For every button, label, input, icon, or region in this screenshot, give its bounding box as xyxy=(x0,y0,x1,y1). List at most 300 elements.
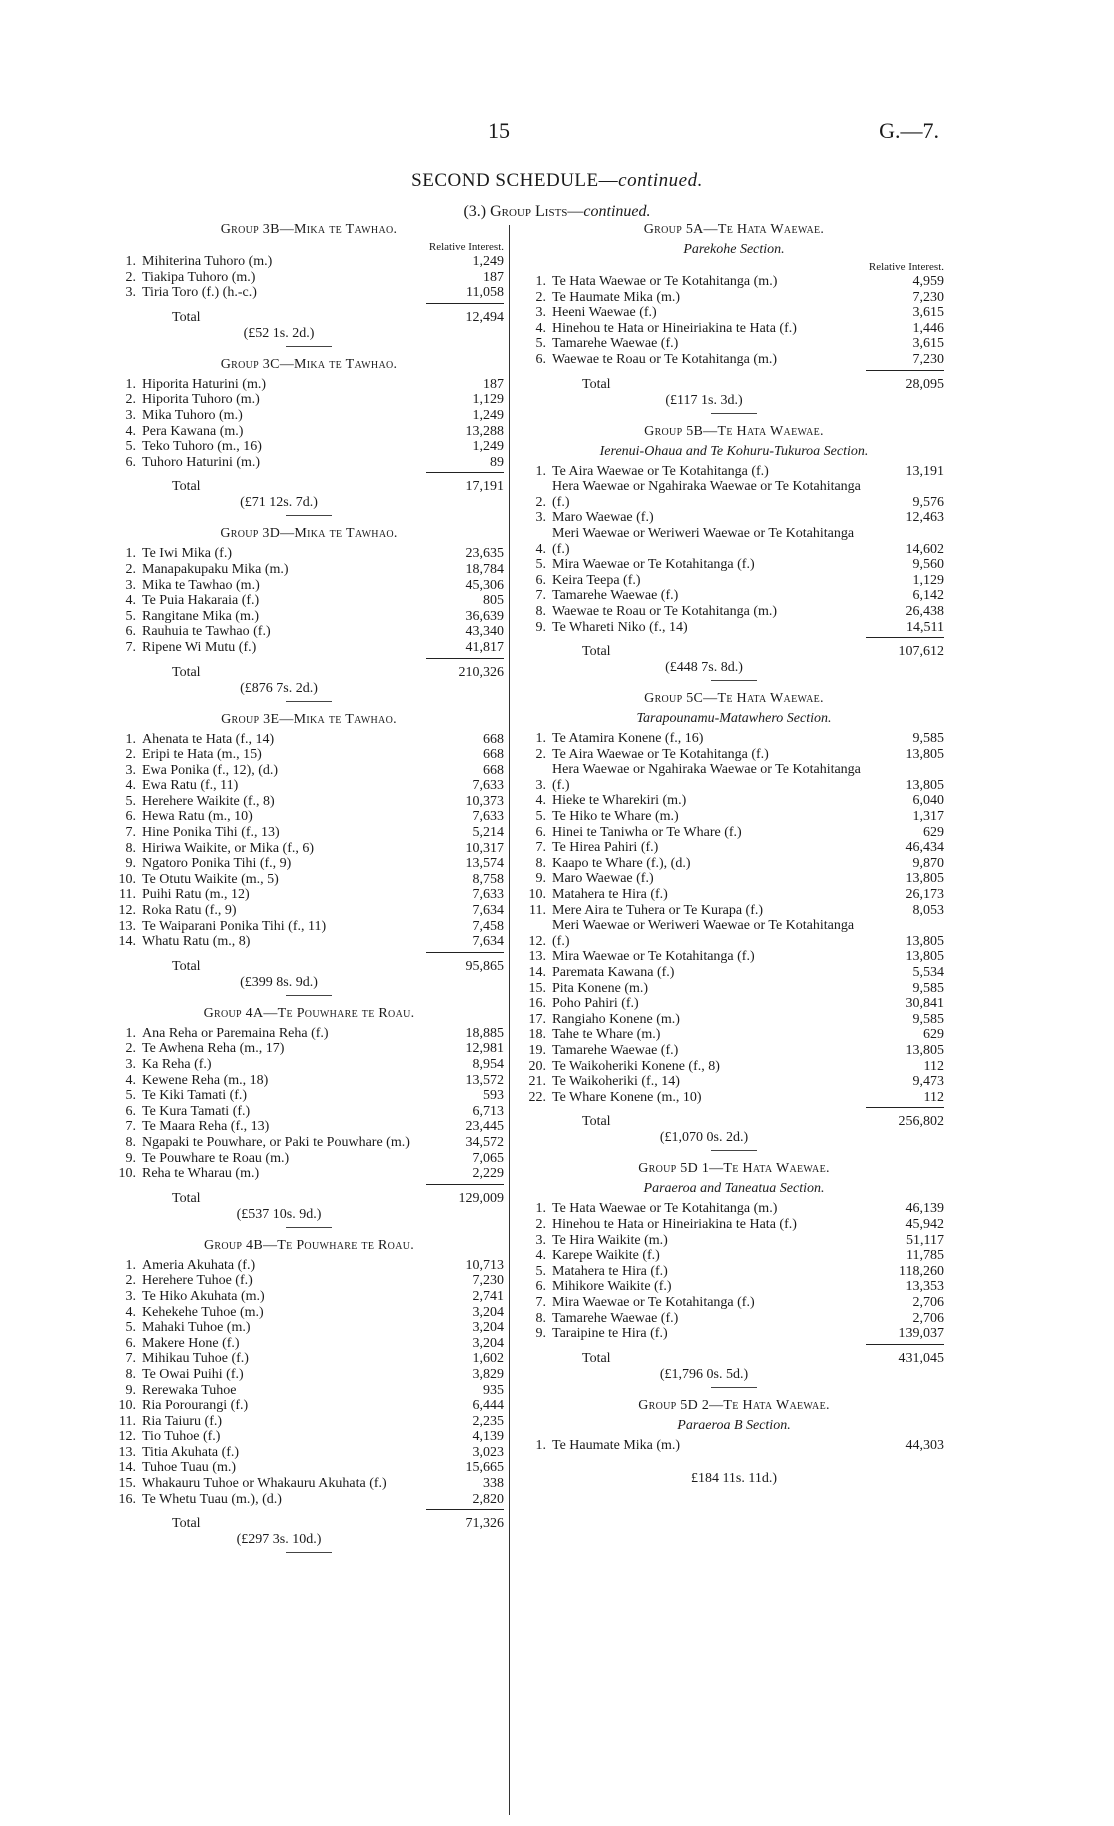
member-name: Taraipine te Hira (f.) xyxy=(552,1326,668,1342)
member-name: Matahera te Hira (f.) xyxy=(552,887,668,903)
member-interest: 3,615 xyxy=(912,305,944,321)
member-row xyxy=(524,949,944,965)
member-row xyxy=(524,809,944,825)
member-interest: 668 xyxy=(483,762,504,778)
total-value: 71,326 xyxy=(465,1516,504,1532)
member-number: 6. xyxy=(535,351,546,367)
member-interest: 2,706 xyxy=(912,1294,944,1310)
member-number: 13. xyxy=(118,1444,136,1460)
member-number: 11. xyxy=(529,902,546,918)
member-number: 7. xyxy=(125,825,136,841)
section-name: Parekohe Section. xyxy=(683,242,785,257)
member-row xyxy=(114,285,504,301)
member-number: 3. xyxy=(535,1232,546,1248)
member-name: Kewene Reha (m., 18) xyxy=(142,1072,269,1088)
member-number: 2. xyxy=(125,269,136,285)
member-name: Tamarehe Waewae (f.) xyxy=(552,336,679,352)
total-label: Total xyxy=(172,309,201,325)
member-interest: 11,785 xyxy=(906,1248,944,1264)
group-block xyxy=(524,1398,944,1488)
member-interest: 9,576 xyxy=(912,494,944,510)
member-name: Te Waikoheriki (f., 14) xyxy=(552,1074,680,1090)
schedule-title-main: SECOND SCHEDULE— xyxy=(411,170,619,191)
member-name: Ameria Akuhata (f.) xyxy=(142,1257,256,1273)
member-row xyxy=(114,934,504,950)
member-name: Mihikore Waikite (f.) xyxy=(552,1279,672,1295)
member-number: 3. xyxy=(535,305,546,321)
separator-rule xyxy=(711,1150,757,1151)
member-name: Tuhoe Tuau (m.) xyxy=(142,1460,237,1476)
member-interest: 7,634 xyxy=(472,934,504,950)
member-interest: 629 xyxy=(923,1027,944,1043)
member-name: Eripi te Hata (m., 15) xyxy=(142,747,262,763)
member-name: Manapakupaku Mika (m.) xyxy=(142,561,289,577)
member-interest: 5,214 xyxy=(472,825,504,841)
member-number: 1. xyxy=(125,1257,136,1273)
member-name: Ewa Ratu (f., 11) xyxy=(142,778,239,794)
member-interest: 9,585 xyxy=(912,1011,944,1027)
member-interest: 18,784 xyxy=(465,561,504,577)
member-interest: 6,040 xyxy=(912,793,944,809)
group-heading: Group 5D 1—Te Hata Waewae. xyxy=(638,1161,830,1177)
member-row xyxy=(114,1135,504,1151)
member-name: Hiporita Tuhoro (m.) xyxy=(142,392,260,408)
member-row xyxy=(114,1429,504,1445)
member-interest: 34,572 xyxy=(465,1134,504,1150)
member-interest: 7,634 xyxy=(472,903,504,919)
member-name: Kehekehe Tuhoe (m.) xyxy=(142,1304,264,1320)
separator-rule xyxy=(711,413,757,414)
member-interest: 13,805 xyxy=(905,777,944,793)
member-interest: 1,249 xyxy=(472,439,504,455)
member-row xyxy=(114,1088,504,1104)
schedule-title xyxy=(0,170,1114,192)
member-name: Mika Tuhoro (m.) xyxy=(142,407,243,423)
member-name: Meri Waewae or Weriweri Waewae or Te Kotahitanga (f.) xyxy=(552,525,855,557)
member-row xyxy=(114,794,504,810)
total-value: 12,494 xyxy=(465,309,504,325)
member-number: 3. xyxy=(125,1057,136,1072)
member-name: Tiakipa Tuhoro (m.) xyxy=(142,269,256,285)
total-rule xyxy=(426,472,504,473)
member-interest: 26,438 xyxy=(905,603,944,619)
member-interest: 6,444 xyxy=(472,1398,504,1414)
member-number: 8. xyxy=(125,840,136,856)
member-interest: 45,306 xyxy=(465,577,504,593)
money-amount: (£297 3s. 10d.) xyxy=(236,1532,322,1548)
member-interest: 629 xyxy=(923,824,944,840)
member-interest: 9,585 xyxy=(912,980,944,996)
page-header xyxy=(0,118,1114,148)
member-name: Ana Reha or Paremaina Reha (f.) xyxy=(142,1025,329,1041)
member-interest: 6,713 xyxy=(472,1103,504,1119)
total-row xyxy=(114,665,504,681)
member-interest: 3,204 xyxy=(472,1335,504,1351)
member-row xyxy=(524,918,944,949)
member-name: Heeni Waewae (f.) xyxy=(552,305,657,321)
member-row xyxy=(524,1438,944,1454)
total-rule xyxy=(426,658,504,659)
member-name: Mira Waewae or Te Kotahitanga (f.) xyxy=(552,1294,755,1310)
member-number: 7. xyxy=(125,1351,136,1367)
money-amount: £184 11s. 11d.) xyxy=(690,1471,778,1487)
member-interest: 9,560 xyxy=(912,557,944,573)
member-name: Mira Waewae or Te Kotahitanga (f.) xyxy=(552,949,755,965)
member-number: 3. xyxy=(535,510,546,526)
group-block xyxy=(524,222,944,414)
total-value: 95,865 xyxy=(465,958,504,974)
total-label: Total xyxy=(172,664,201,680)
member-row xyxy=(524,1012,944,1028)
member-number: 6. xyxy=(535,1279,546,1295)
member-interest: 1,317 xyxy=(912,809,944,825)
member-interest: 1,446 xyxy=(912,320,944,336)
member-name: Te Atamira Konene (f., 16) xyxy=(552,731,704,747)
member-number: 4. xyxy=(125,593,136,609)
member-number: 5. xyxy=(125,608,136,624)
group-lists-main: (3.) Group Lists— xyxy=(463,203,584,220)
total-label: Total xyxy=(172,958,201,974)
member-name: Reha te Wharau (m.) xyxy=(142,1166,260,1182)
group-heading: Group 4A—Te Pouwhare te Roau. xyxy=(203,1005,415,1021)
member-interest: 3,023 xyxy=(472,1444,504,1460)
member-row xyxy=(524,1090,944,1106)
member-name: Ahenata te Hata (f., 14) xyxy=(142,731,275,747)
total-row xyxy=(524,1114,944,1130)
member-row xyxy=(114,1445,504,1461)
group-block xyxy=(114,526,504,701)
member-interest: 10,317 xyxy=(465,840,504,856)
member-interest: 139,037 xyxy=(898,1326,944,1342)
group-heading: Group 3C—Mika te Tawhao. xyxy=(220,356,398,372)
member-number: 4. xyxy=(535,1248,546,1264)
member-row xyxy=(114,1305,504,1321)
total-value: 17,191 xyxy=(465,479,504,495)
member-interest: 1,249 xyxy=(472,254,504,269)
member-number: 6. xyxy=(125,624,136,640)
member-name: Hinehou te Hata or Hineiriakina te Hata (f.) xyxy=(552,1216,797,1232)
member-row xyxy=(114,270,504,286)
member-name: Mahaki Tuhoe (m.) xyxy=(142,1320,251,1336)
money-amount: (£52 1s. 2d.) xyxy=(243,325,315,341)
member-name: Titia Akuhata (f.) xyxy=(142,1444,240,1460)
member-row xyxy=(524,793,944,809)
member-row xyxy=(524,1264,944,1280)
member-name: Pera Kawana (m.) xyxy=(142,423,244,439)
total-value: 431,045 xyxy=(898,1350,944,1366)
member-row xyxy=(524,620,944,636)
group-lists-heading xyxy=(0,203,1114,221)
member-name: Matahera te Hira (f.) xyxy=(552,1263,668,1279)
member-interest: 89 xyxy=(490,454,504,470)
member-interest: 1,129 xyxy=(912,572,944,588)
member-name: Makere Hone (f.) xyxy=(142,1335,240,1351)
member-name: Te Iwi Mika (f.) xyxy=(142,546,232,562)
member-name: Mika te Tawhao (m.) xyxy=(142,577,260,593)
member-number: 14. xyxy=(528,965,546,980)
member-row xyxy=(114,1119,504,1135)
member-row xyxy=(524,352,944,368)
member-row xyxy=(114,1166,504,1182)
member-number: 9. xyxy=(125,1150,136,1166)
member-name: Puihi Ratu (m., 12) xyxy=(142,887,250,903)
member-interest: 9,870 xyxy=(912,855,944,871)
member-interest: 2,235 xyxy=(472,1413,504,1429)
member-interest: 1,602 xyxy=(472,1351,504,1367)
member-name: Ria Porourangi (f.) xyxy=(142,1398,249,1414)
member-number: 6. xyxy=(535,824,546,840)
total-label: Total xyxy=(582,376,611,392)
group-block xyxy=(114,712,504,996)
money-amount: (£876 7s. 2d.) xyxy=(240,680,318,696)
member-name: Tamarehe Waewae (f.) xyxy=(552,588,679,604)
member-row xyxy=(114,1320,504,1336)
total-value: 210,326 xyxy=(458,664,504,680)
member-name: Hera Waewae or Ngahiraka Waewae or Te Kotahitanga (f.) xyxy=(552,479,861,510)
member-row xyxy=(114,593,504,609)
member-interest: 14,602 xyxy=(905,541,944,557)
member-interest: 3,615 xyxy=(912,336,944,352)
member-name: Waewae te Roau or Te Kotahitanga (m.) xyxy=(552,603,778,619)
member-number: 9. xyxy=(125,1382,136,1398)
member-row xyxy=(114,377,504,393)
member-number: 1. xyxy=(535,1201,546,1217)
member-row xyxy=(114,747,504,763)
group-heading: Group 5C—Te Hata Waewae. xyxy=(644,691,824,707)
member-interest: 7,230 xyxy=(472,1273,504,1289)
member-number: 1. xyxy=(125,731,136,747)
member-interest: 5,534 xyxy=(912,965,944,980)
group-lists-continued: continued. xyxy=(583,203,651,220)
member-interest: 9,585 xyxy=(912,731,944,747)
member-row xyxy=(524,479,944,510)
member-name: Te Kiki Tamati (f.) xyxy=(142,1088,248,1104)
member-number: 19. xyxy=(528,1042,546,1058)
member-row xyxy=(524,1311,944,1327)
page-number: 15 xyxy=(488,118,510,143)
member-number: 4. xyxy=(125,423,136,439)
member-row xyxy=(114,624,504,640)
member-row xyxy=(114,455,504,471)
member-number: 2. xyxy=(125,1041,136,1057)
member-number: 1. xyxy=(535,463,546,479)
member-interest: 187 xyxy=(483,376,504,392)
member-name: Pita Konene (m.) xyxy=(552,980,649,996)
member-row xyxy=(524,526,944,557)
member-number: 6. xyxy=(125,1103,136,1119)
member-interest: 30,841 xyxy=(905,996,944,1012)
member-interest: 13,805 xyxy=(905,1042,944,1058)
member-number: 3. xyxy=(535,777,546,793)
total-value: 28,095 xyxy=(905,376,944,392)
member-row xyxy=(114,887,504,903)
member-interest: 112 xyxy=(923,1058,944,1074)
member-name: Herehere Waikite (f., 8) xyxy=(142,793,275,809)
member-interest: 4,139 xyxy=(472,1429,504,1445)
member-name: Te Maara Reha (f., 13) xyxy=(142,1119,270,1135)
member-name: Ngapaki te Pouwhare, or Paki te Pouwhare (m.) xyxy=(142,1134,410,1150)
money-amount: (£399 8s. 9d.) xyxy=(240,974,318,990)
member-name: Mere Aira te Tuhera or Te Kurapa (f.) xyxy=(552,902,764,918)
total-row xyxy=(524,644,944,660)
member-interest: 14,511 xyxy=(906,619,944,635)
member-interest: 13,288 xyxy=(465,423,504,439)
member-row xyxy=(114,392,504,408)
member-number: 5. xyxy=(125,793,136,809)
member-number: 2. xyxy=(535,494,546,510)
member-number: 12. xyxy=(528,933,546,949)
schedule-title-continued: continued. xyxy=(618,170,703,191)
total-label: Total xyxy=(172,1516,201,1532)
member-row xyxy=(114,640,504,656)
member-name: Ewa Ponika (f., 12), (d.) xyxy=(142,762,279,778)
member-name: Maro Waewae (f.) xyxy=(552,510,654,526)
member-interest: 15,665 xyxy=(465,1460,504,1476)
member-name: Keira Teepa (f.) xyxy=(552,572,641,588)
member-row xyxy=(114,1476,504,1492)
member-interest: 338 xyxy=(483,1476,504,1492)
member-interest: 10,373 xyxy=(465,793,504,809)
member-row xyxy=(114,439,504,455)
member-name: Rauhuia te Tawhao (f.) xyxy=(142,624,271,640)
member-name: Te Haumate Mika (m.) xyxy=(552,1437,681,1453)
member-number: 2. xyxy=(535,746,546,762)
group-block xyxy=(524,691,944,1151)
member-row xyxy=(524,1248,944,1264)
member-name: Tamarehe Waewae (f.) xyxy=(552,1310,679,1326)
member-number: 9. xyxy=(535,1326,546,1342)
series-reference: G.—7. xyxy=(879,118,939,143)
member-row xyxy=(114,778,504,794)
member-interest: 1,249 xyxy=(472,407,504,423)
member-interest: 26,173 xyxy=(905,887,944,903)
member-number: 1. xyxy=(125,376,136,392)
member-interest: 11,058 xyxy=(466,285,504,301)
member-row xyxy=(114,562,504,578)
member-row xyxy=(114,1258,504,1274)
member-interest: 668 xyxy=(483,747,504,763)
member-name: Te Kura Tamati (f.) xyxy=(142,1103,251,1119)
member-name: Meri Waewae or Weriweri Waewae or Te Kotahitanga (f.) xyxy=(552,918,855,949)
group-heading: Group 5D 2—Te Hata Waewae. xyxy=(638,1397,830,1413)
member-interest: 7,633 xyxy=(472,778,504,794)
group-heading: Group 4B—Te Pouwhare te Roau. xyxy=(203,1237,415,1253)
member-number: 3. xyxy=(125,577,136,593)
member-row xyxy=(524,731,944,747)
member-row xyxy=(114,254,504,270)
total-label: Total xyxy=(172,1190,201,1206)
member-row xyxy=(524,305,944,321)
member-number: 1. xyxy=(125,254,136,269)
member-row xyxy=(114,1289,504,1305)
member-name: Hiporita Haturini (m.) xyxy=(142,376,267,392)
member-interest: 13,805 xyxy=(905,949,944,965)
member-interest: 112 xyxy=(923,1089,944,1105)
member-number: 18. xyxy=(528,1027,546,1043)
member-interest: 4,959 xyxy=(912,274,944,289)
member-row xyxy=(524,1074,944,1090)
member-number: 8. xyxy=(535,603,546,619)
section-name: Paraeroa and Taneatua Section. xyxy=(643,1181,825,1197)
member-row xyxy=(114,424,504,440)
member-number: 11. xyxy=(119,1413,136,1429)
member-row xyxy=(114,919,504,935)
member-interest: 36,639 xyxy=(465,608,504,624)
relative-interest-header: Relative Interest. xyxy=(868,261,944,273)
member-name: Hinehou te Hata or Hineiriakina te Hata (f.) xyxy=(552,320,797,336)
member-interest: 8,758 xyxy=(472,871,504,887)
member-row xyxy=(524,290,944,306)
member-name: Te Otutu Waikite (m., 5) xyxy=(142,871,279,887)
member-name: Te Owai Puihi (f.) xyxy=(142,1366,244,1382)
member-interest: 13,574 xyxy=(465,856,504,872)
member-number: 10. xyxy=(528,887,546,903)
member-row xyxy=(524,510,944,526)
member-number: 6. xyxy=(125,809,136,825)
member-number: 15. xyxy=(118,1476,136,1492)
total-row xyxy=(114,1516,504,1532)
total-label: Total xyxy=(172,479,201,495)
member-row xyxy=(524,996,944,1012)
member-interest: 44,303 xyxy=(905,1437,944,1453)
total-rule xyxy=(866,1107,944,1108)
member-interest: 13,805 xyxy=(905,746,944,762)
member-number: 1. xyxy=(535,1437,546,1453)
member-number: 4. xyxy=(125,1072,136,1088)
money-amount: (£1,070 0s. 2d.) xyxy=(659,1130,749,1146)
member-number: 7. xyxy=(535,1294,546,1310)
member-interest: 13,572 xyxy=(465,1072,504,1088)
member-number: 2. xyxy=(535,1216,546,1232)
member-interest: 10,713 xyxy=(465,1257,504,1273)
group-block xyxy=(114,1006,504,1228)
member-name: Te Hiko te Whare (m.) xyxy=(552,809,679,825)
member-interest: 7,230 xyxy=(912,351,944,367)
member-number: 2. xyxy=(535,289,546,305)
member-number: 15. xyxy=(528,980,546,996)
member-interest: 8,053 xyxy=(912,902,944,918)
member-number: 9. xyxy=(535,619,546,635)
total-rule xyxy=(426,952,504,953)
total-row xyxy=(524,1351,944,1367)
section-name: Tarapounamu-Matawhero Section. xyxy=(636,711,832,727)
member-row xyxy=(114,1414,504,1430)
member-row xyxy=(524,825,944,841)
member-number: 20. xyxy=(528,1058,546,1074)
member-number: 5. xyxy=(535,336,546,352)
member-row xyxy=(114,1073,504,1089)
member-name: Mihiterina Tuhoro (m.) xyxy=(142,254,273,269)
member-interest: 8,954 xyxy=(472,1057,504,1072)
total-label: Total xyxy=(582,644,611,660)
total-label: Total xyxy=(582,1350,611,1366)
member-number: 7. xyxy=(125,1119,136,1135)
member-interest: 23,635 xyxy=(465,546,504,562)
member-name: Ngatoro Ponika Tihi (f., 9) xyxy=(142,856,292,872)
total-rule xyxy=(866,370,944,371)
member-row xyxy=(524,887,944,903)
column-divider xyxy=(509,225,510,1815)
right-column xyxy=(524,222,944,1497)
member-name: Tiria Toro (f.) (h.-c.) xyxy=(142,285,257,301)
group-block xyxy=(114,1238,504,1554)
member-number: 3. xyxy=(125,407,136,423)
member-name: Karepe Waikite (f.) xyxy=(552,1248,660,1264)
member-interest: 23,445 xyxy=(465,1119,504,1135)
member-row xyxy=(114,903,504,919)
member-number: 6. xyxy=(125,454,136,470)
separator-rule xyxy=(286,1552,332,1553)
